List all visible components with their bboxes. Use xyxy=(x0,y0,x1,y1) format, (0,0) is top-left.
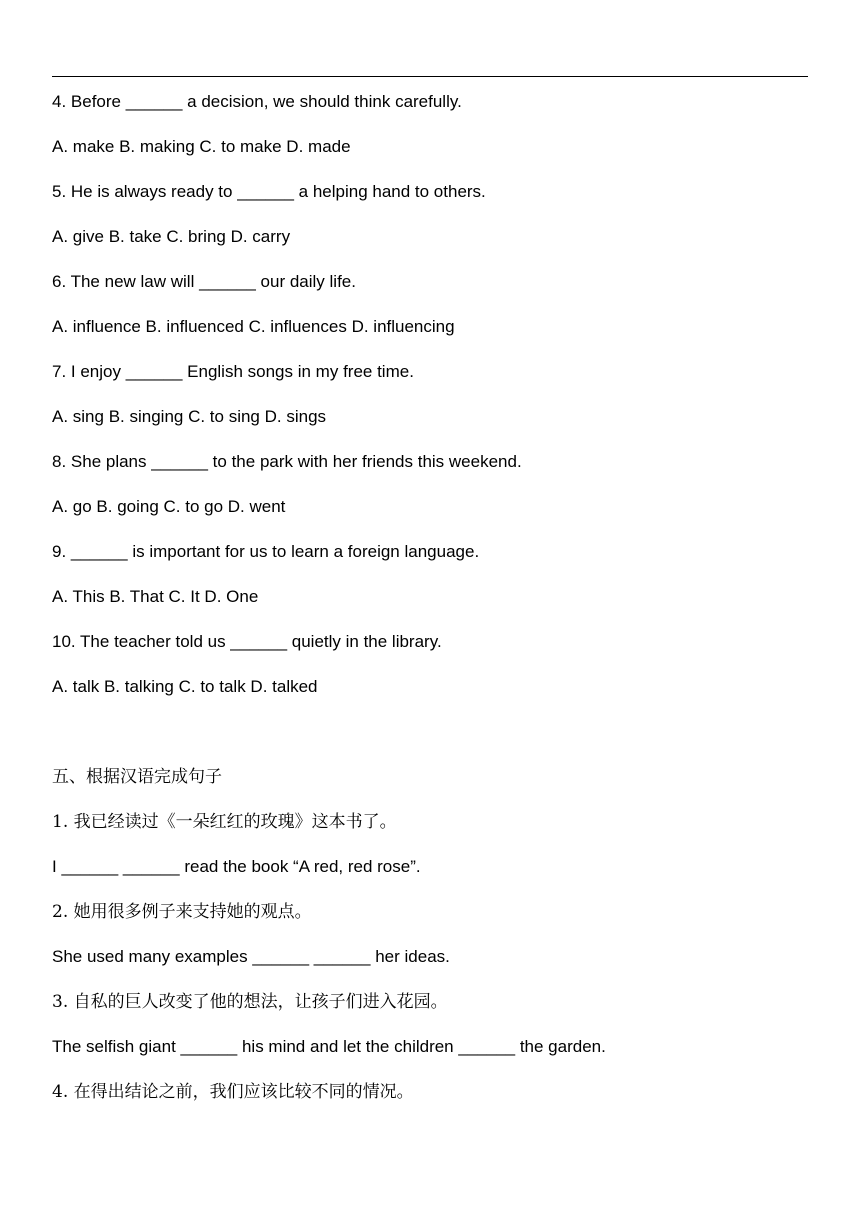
translation-1-chinese: 1. 我已经读过《一朵红红的玫瑰》这本书了。 xyxy=(52,812,397,832)
options-8: A. go B. going C. to go D. went xyxy=(52,497,286,516)
question-4: 4. Before ______ a decision, we should think carefully. xyxy=(52,92,462,111)
options-6: A. influence B. influenced C. influences D. influencing xyxy=(52,317,455,336)
translation-4-chinese: 4. 在得出结论之前，我们应该比较不同的情况。 xyxy=(52,1082,414,1102)
question-8: 8. She plans ______ to the park with her friends this weekend. xyxy=(52,452,522,471)
options-10: A. talk B. talking C. to talk D. talked xyxy=(52,677,318,696)
question-5: 5. He is always ready to ______ a helping hand to others. xyxy=(52,182,486,201)
translation-2-english: She used many examples ______ ______ her ideas. xyxy=(52,947,450,966)
options-4: A. make B. making C. to make D. made xyxy=(52,137,351,156)
question-9: 9. ______ is important for us to learn a foreign language. xyxy=(52,542,480,561)
options-7: A. sing B. singing C. to sing D. sings xyxy=(52,407,327,426)
options-9: A. This B. That C. It D. One xyxy=(52,587,259,606)
question-10: 10. The teacher told us ______ quietly in the library. xyxy=(52,632,442,651)
section-5-heading: 五、根据汉语完成句子 xyxy=(52,767,222,787)
translation-3-chinese: 3. 自私的巨人改变了他的想法，让孩子们进入花园。 xyxy=(52,992,448,1012)
translation-2-chinese: 2. 她用很多例子来支持她的观点。 xyxy=(52,902,312,922)
options-5: A. give B. take C. bring D. carry xyxy=(52,227,291,246)
translation-3-english: The selfish giant ______ his mind and let the children ______ the garden. xyxy=(52,1037,606,1056)
question-7: 7. I enjoy ______ English songs in my free time. xyxy=(52,362,414,381)
question-6: 6. The new law will ______ our daily life. xyxy=(52,272,356,291)
translation-1-english: I ______ ______ read the book “A red, red rose”. xyxy=(52,857,421,876)
header-rule xyxy=(52,76,808,77)
